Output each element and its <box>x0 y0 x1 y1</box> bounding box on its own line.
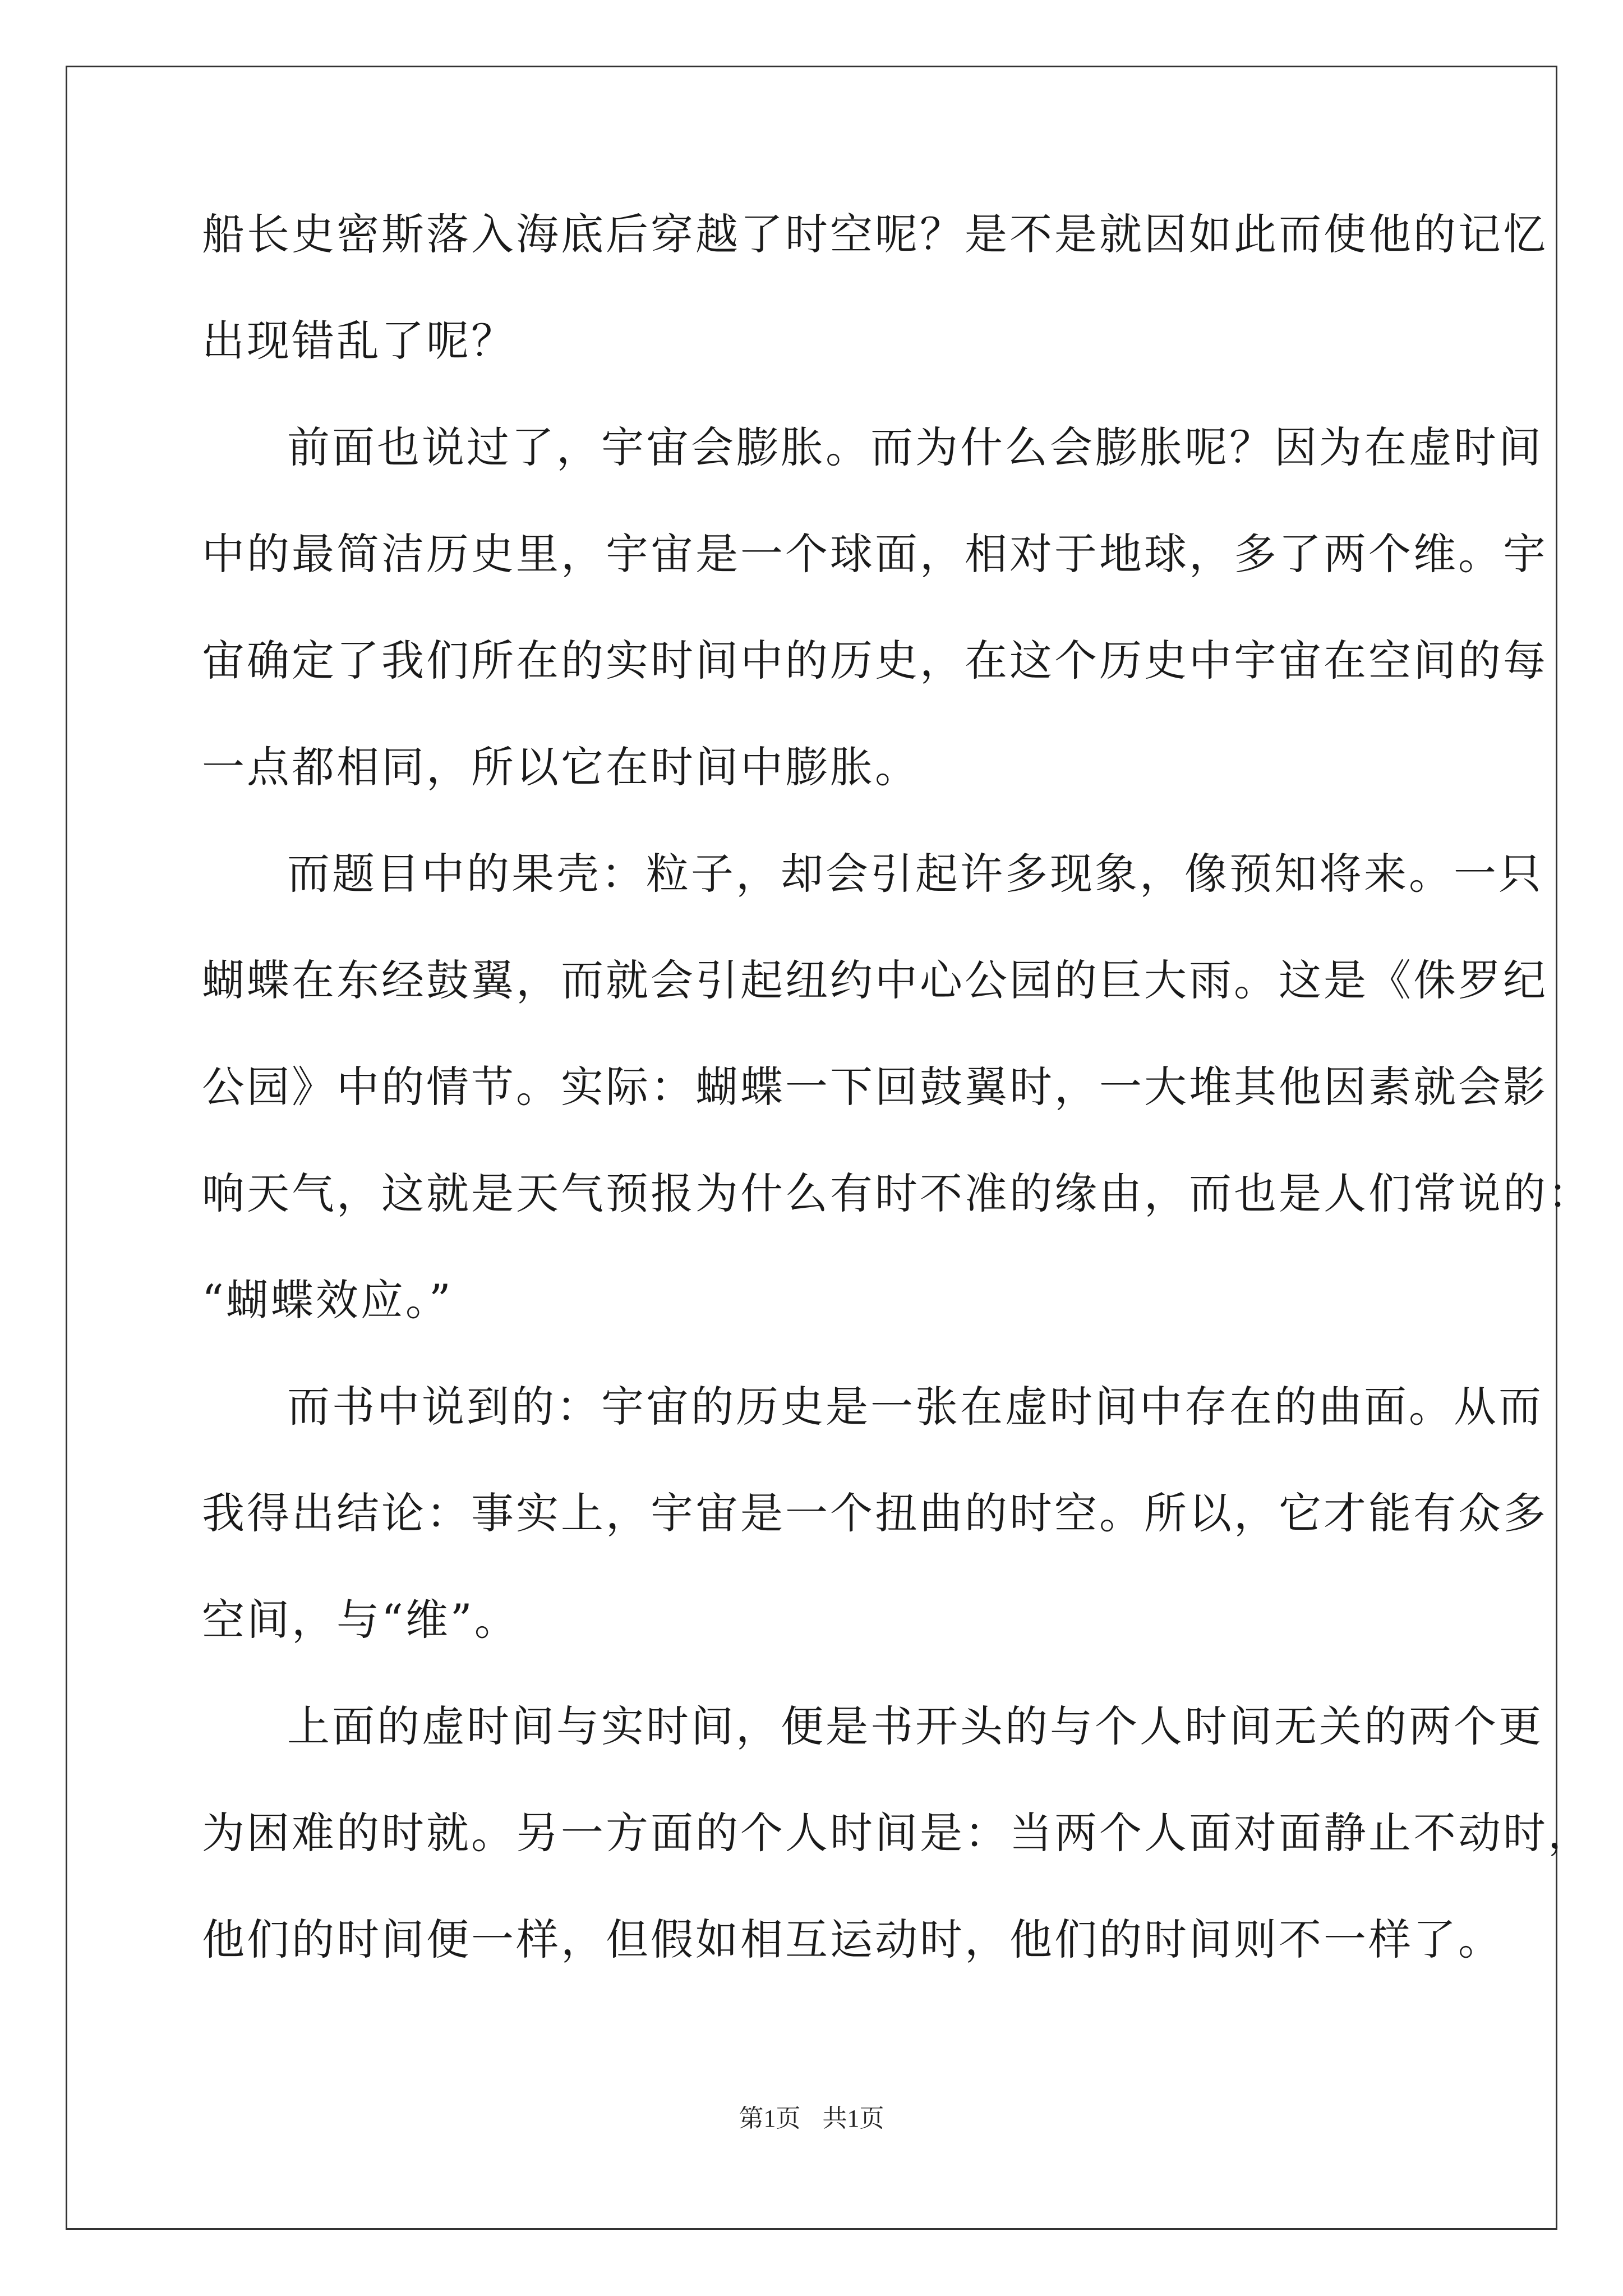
text-line: 他们的时间便一样，但假如相互运动时，他们的时间则不一样了。 <box>202 1915 1503 1964</box>
text-line: 而书中说到的：宇宙的历史是一张在虚时间中存在的曲面。从而 <box>287 1382 1543 1432</box>
text-line: 空间，与“维”。 <box>202 1595 519 1645</box>
text-line: 而题目中的果壳：粒子，却会引起许多现象，像预知将来。一只 <box>287 849 1543 899</box>
page-total: 共1页 <box>822 2105 884 2132</box>
text-line: 出现错乱了呢？ <box>202 316 516 366</box>
text-line: 响天气，这就是天气预报为什么有时不准的缘由，而也是人们常说的： <box>202 1168 1593 1218</box>
text-line: “蝴蝶效应。” <box>202 1275 453 1325</box>
text-line: 宙确定了我们所在的实时间中的历史，在这个历史中宇宙在空间的每 <box>202 636 1548 685</box>
text-line: 公园》中的情节。实际：蝴蝶一下回鼓翼时，一大堆其他因素就会影 <box>202 1062 1548 1112</box>
page-footer <box>0 2098 1623 2134</box>
text-line: 为困难的时就。另一方面的个人时间是：当两个人面对面静止不动时， <box>202 1808 1593 1858</box>
text-line: 蝴蝶在东经鼓翼，而就会引起纽约中心公园的巨大雨。这是《侏罗纪 <box>202 955 1548 1005</box>
text-line: 前面也说过了，宇宙会膨胀。而为什么会膨胀呢？因为在虚时间 <box>287 422 1543 472</box>
text-line: 一点都相同，所以它在时间中膨胀。 <box>202 742 920 792</box>
text-line: 上面的虚时间与实时间，便是书开头的与个人时间无关的两个更 <box>287 1701 1543 1751</box>
text-line: 中的最简洁历史里，宇宙是一个球面，相对于地球，多了两个维。宇 <box>202 529 1548 579</box>
text-line: 我得出结论：事实上，宇宙是一个扭曲的时空。所以，它才能有众多 <box>202 1488 1548 1538</box>
page-number: 第1页 <box>739 2105 801 2132</box>
document-body <box>202 209 1593 2025</box>
text-line: 船长史密斯落入海底后穿越了时空呢？是不是就因如此而使他的记忆 <box>202 209 1548 259</box>
